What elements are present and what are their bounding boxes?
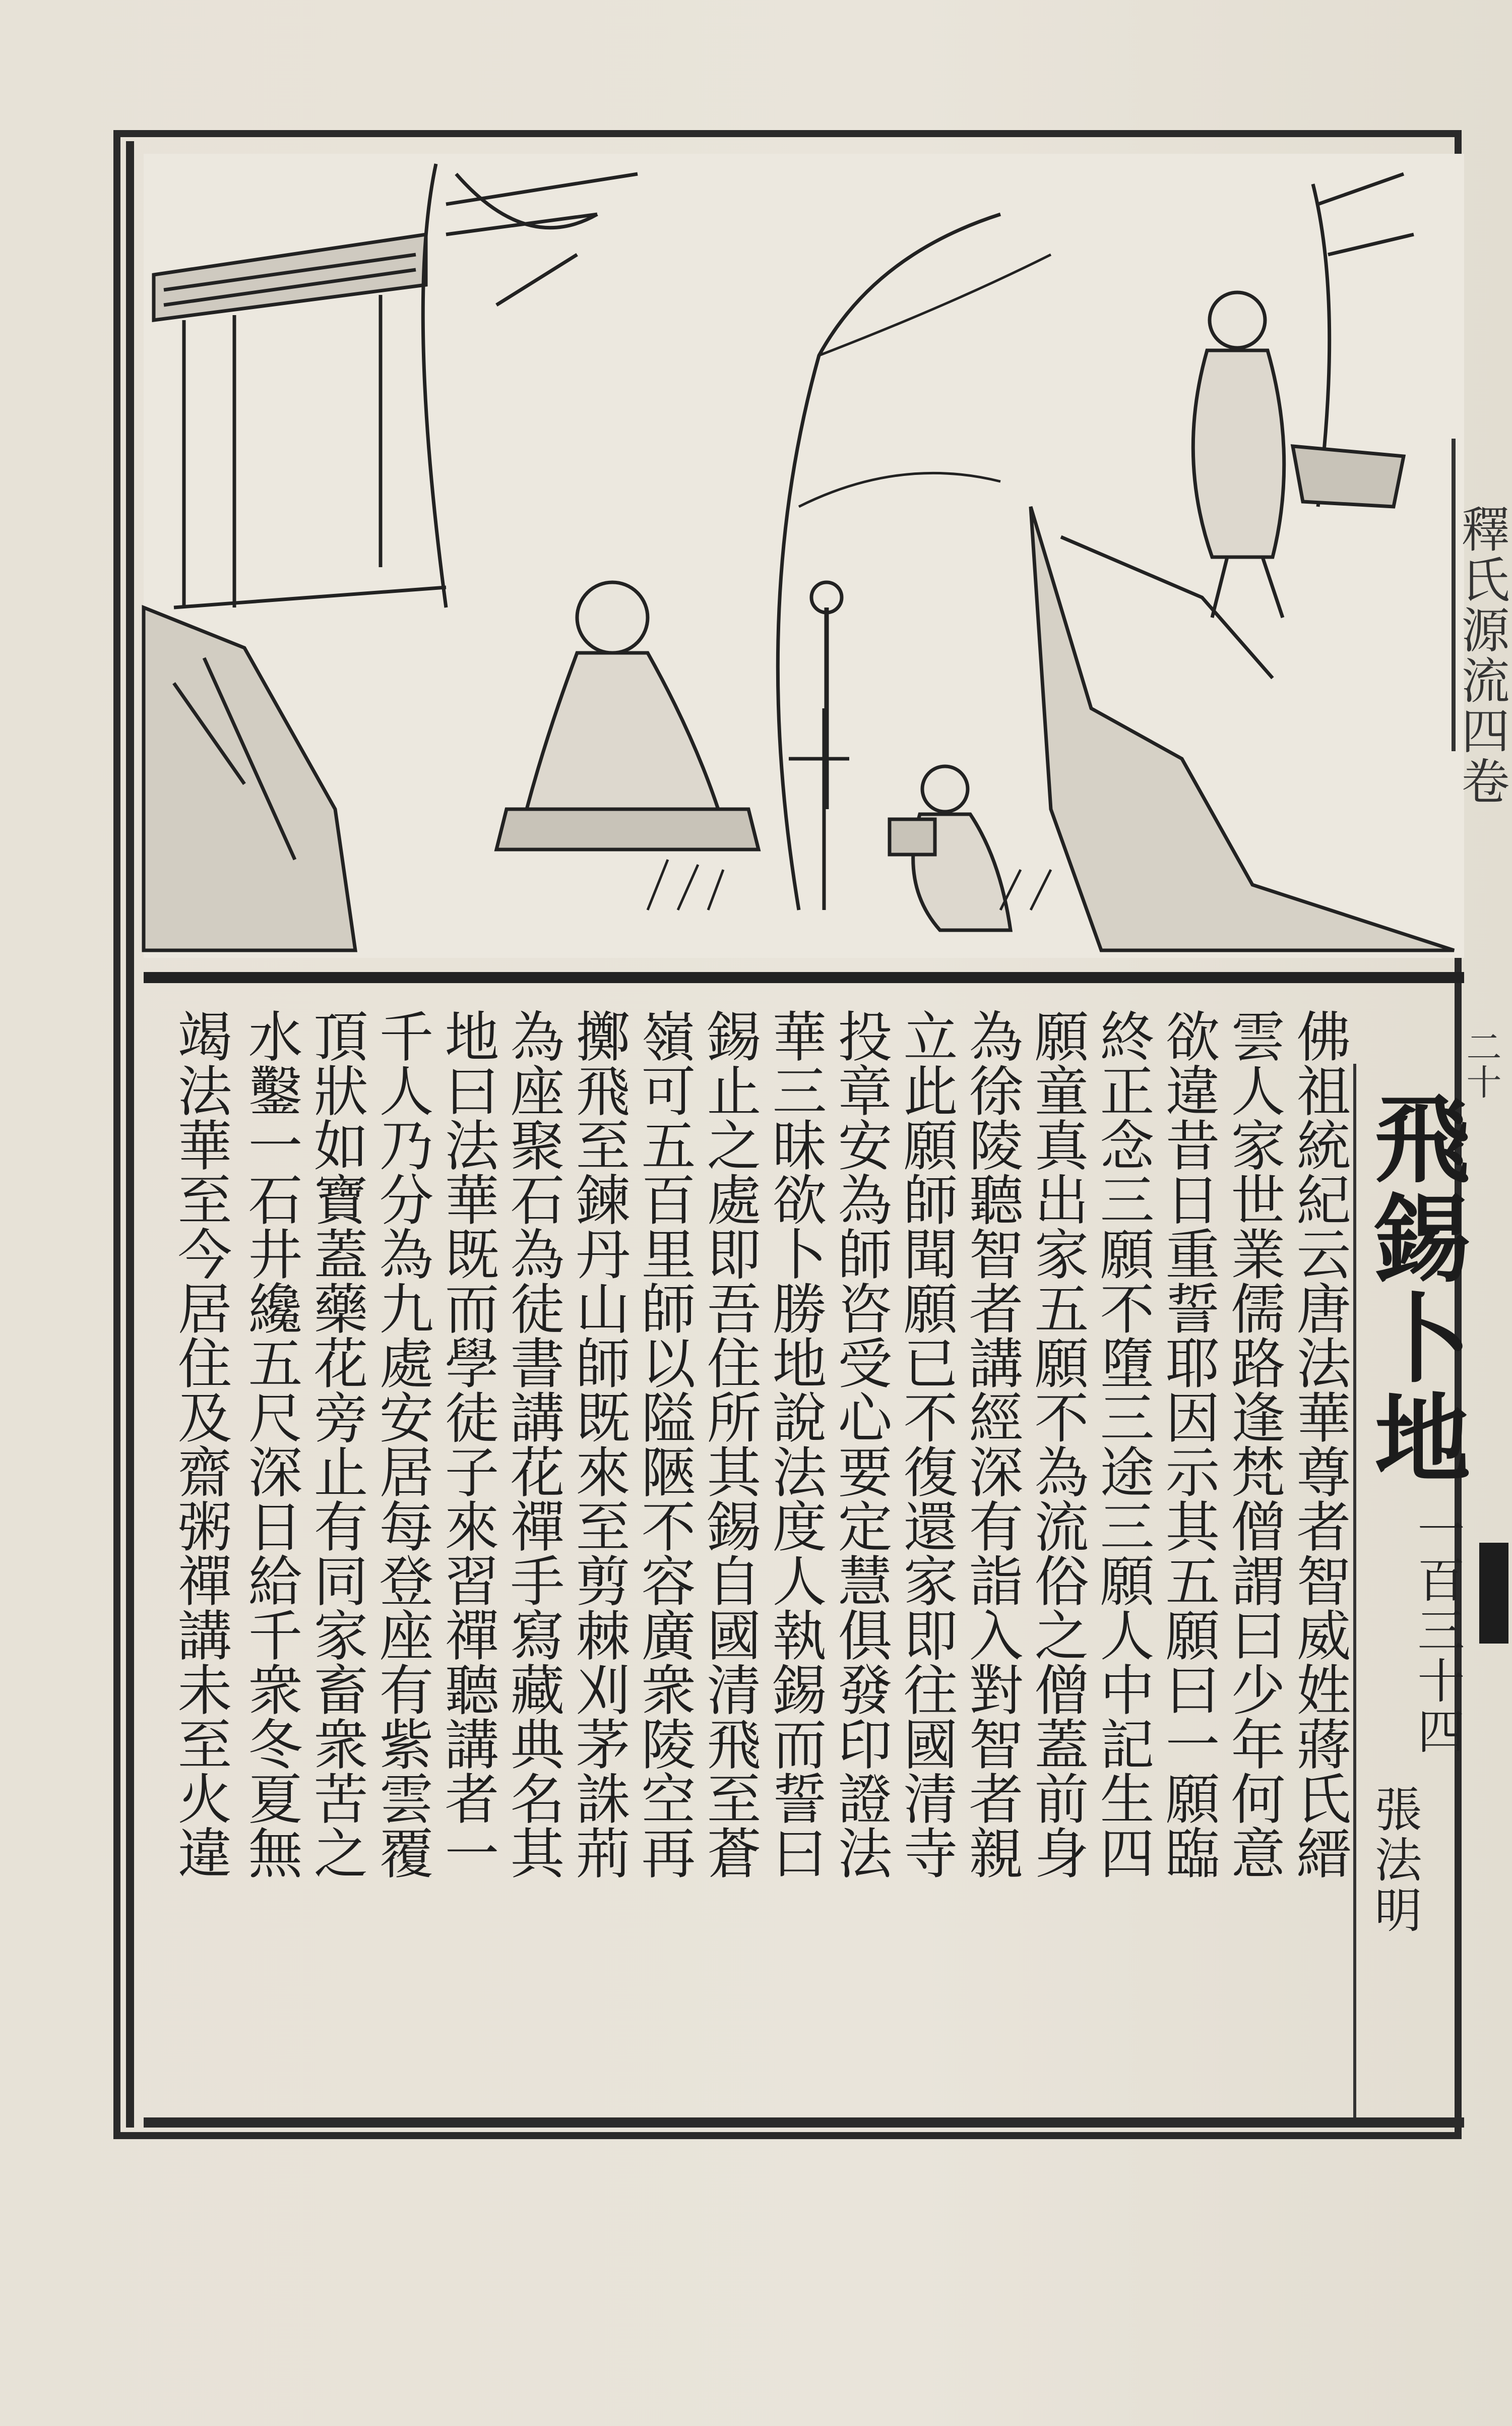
body-column: 雲人家世業儒路逢梵僧謂曰少年何意 <box>1222 1008 1285 1879</box>
side-tab-title: 釋氏源流四卷 <box>1454 504 1510 807</box>
folio-mark <box>1479 1543 1508 1644</box>
body-column: 千人乃分為九處安居每登座有紫雲覆 <box>370 1008 433 1879</box>
body-column: 嶺可五百里師以隘陿不容廣衆陵空再 <box>632 1008 695 1879</box>
body-column: 立此願師聞願已不復還家即往國清寺 <box>894 1008 957 1879</box>
bottom-rule <box>144 2117 1464 2128</box>
section-title: 飛錫卜地 <box>1359 1089 1471 1488</box>
body-column: 為徐陵聽智者講經深有詣入對智者親 <box>960 1008 1023 1879</box>
body-column: 擲飛至鍊丹山師既來至剪棘刈茅誅荊 <box>566 1008 629 1879</box>
section-author: 張法明 <box>1366 1785 1421 1936</box>
body-column: 錫止之處即吾住所其錫自國清飛至蒼 <box>698 1008 761 1879</box>
folio-number: 二十 <box>1461 1028 1502 1099</box>
body-column: 地曰法華既而學徒子來習禪聽講者一 <box>435 1008 498 1879</box>
section-number: 一百三十四 <box>1409 1505 1464 1757</box>
body-column: 投章安為師咨受心要定慧俱發印證法 <box>829 1008 892 1879</box>
body-column: 佛祖統紀云唐法華尊者智威姓蔣氏縉 <box>1287 1008 1350 1879</box>
woodblock-illustration <box>144 154 1464 958</box>
body-column: 頂狀如寶蓋藥花旁止有同家畜衆苦之 <box>304 1008 367 1879</box>
body-column: 願童真出家五願不為流俗之僧蓋前身 <box>1025 1008 1088 1879</box>
illustration-rule <box>144 972 1464 983</box>
body-column: 為座聚石為徒書講花禪手寫藏典名其 <box>501 1008 564 1879</box>
illustration-drawing <box>144 154 1464 958</box>
body-column: 華三昧欲卜勝地說法度人執錫而誓曰 <box>763 1008 826 1879</box>
body-column: 竭法華至今居住及齋粥禪講未至火違 <box>168 1008 231 1879</box>
body-column: 欲違昔日重誓耶因示其五願曰一願臨 <box>1156 1008 1219 1879</box>
body-column: 水鑿一石井纔五尺深日給千衆冬夏無 <box>239 1008 302 1879</box>
body-column: 終正念三願不墮三途三願人中記生四 <box>1091 1008 1154 1879</box>
